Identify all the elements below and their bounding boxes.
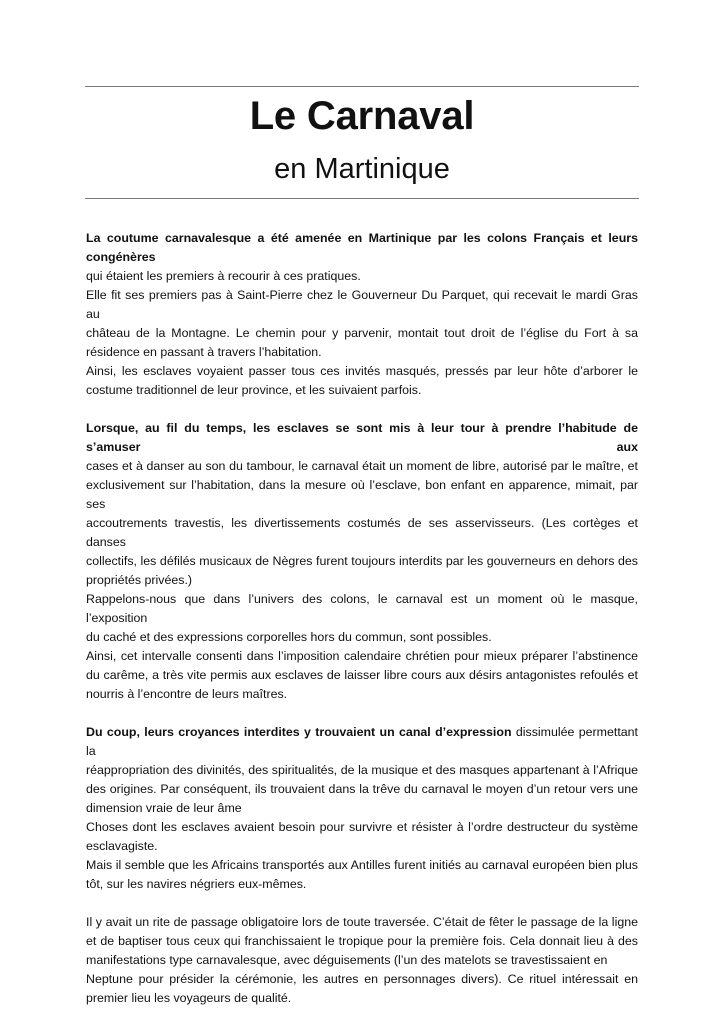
body-text: costume traditionnel de leur province, et les suivaient parfois. (86, 383, 422, 397)
text-line (86, 761, 638, 780)
text-line (86, 381, 638, 400)
text-line (86, 932, 638, 951)
header-rule-top (85, 86, 639, 87)
body-text: du carême, a très vite permis aux esclaves de laisser libre cours aux désirs antagonistes refoulés et (86, 668, 638, 682)
text-line (86, 647, 638, 666)
text-line (86, 799, 638, 818)
text-line (86, 590, 638, 628)
body-text: Ainsi, les esclaves voyaient passer tous ces invités masqués, pressés par leur hôte d’arborer le (86, 364, 638, 378)
body-text: Neptune pour présider la cérémonie, les autres en personnages divers). Ce rituel intéressait en (86, 972, 638, 986)
text-line (86, 286, 638, 324)
paragraph (86, 229, 638, 400)
text-line (86, 571, 638, 590)
body-text: du caché et des expressions corporelles hors du commun, sont possibles. (86, 630, 492, 644)
body-text: château de la Montagne. Le chemin pour y parvenir, montait tout droit de l’église du Fort à sa (86, 326, 638, 340)
bold-lead-text: La coutume carnavalesque a été amenée en Martinique par les colons Français et leurs congénères (86, 231, 638, 264)
body-text: accoutrements travestis, les divertissements costumés de ses asservisseurs. (Les cortèges et danses (86, 516, 638, 549)
text-line (86, 514, 638, 552)
text-line (86, 324, 638, 343)
body-text: premier lieu les voyageurs de qualité. (86, 991, 292, 1005)
text-line (86, 628, 638, 647)
text-line (86, 476, 638, 514)
body-text: esclavagiste. (86, 839, 158, 853)
text-line (86, 457, 638, 476)
body-text: Rappelons-nous que dans l’univers des colons, le carnaval est un moment où le masque, l’exposition (86, 592, 638, 625)
header-rule-bottom (85, 198, 639, 199)
body-text: des origines. Par conséquent, ils trouvaient dans la trêve du carnaval le moyen d’un retour vers une (86, 782, 638, 796)
text-line (86, 723, 638, 761)
body-text: réappropriation des divinités, des spiritualités, de la musique et des masques appartenant à l’Afrique (86, 763, 638, 777)
text-line (86, 856, 638, 875)
body-text: collectifs, les défilés musicaux de Nègres furent toujours interdits par les gouverneurs en dehors des (86, 554, 638, 568)
page-subtitle: en Martinique (274, 153, 450, 185)
body-text: cases et à danser au son du tambour, le carnaval était un moment de libre, autorisé par le maître, et (86, 459, 638, 473)
text-line (86, 970, 638, 989)
body-text: manifestations type carnavalesque, avec déguisements (l’un des matelots se travestissaient en (86, 953, 608, 967)
paragraph (86, 723, 638, 894)
body-text: tôt, sur les navires négriers eux-mêmes. (86, 877, 307, 891)
text-line (86, 666, 638, 685)
body-text: résidence en passant à travers l’habitation. (86, 345, 322, 359)
text-line (86, 875, 638, 894)
body-text: qui étaient les premiers à recourir à ces pratiques. (86, 269, 361, 283)
body-text: dimension vraie de leur âme (86, 801, 242, 815)
text-line (86, 685, 638, 704)
body-text: nourris à l’encontre de leurs maîtres. (86, 687, 288, 701)
text-line (86, 989, 638, 1008)
body-text: Mais il semble que les Africains transportés aux Antilles furent initiés au carnaval européen bien plus (86, 858, 638, 872)
article-body (86, 229, 638, 1027)
text-line (86, 951, 638, 970)
text-line (86, 343, 638, 362)
bold-lead-text: Du coup, leurs croyances interdites y trouvaient un canal d’expression (86, 725, 512, 739)
bold-lead-text: Lorsque, au fil du temps, les esclaves se sont mis à leur tour à prendre l’habitude de s’amuser aux (86, 421, 638, 454)
paragraph (86, 913, 638, 1008)
body-text: dissimulée permettant la (86, 725, 638, 758)
body-text: Choses dont les esclaves avaient besoin pour survivre et résister à l’ordre destructeur du système (86, 820, 638, 834)
text-line (86, 818, 638, 837)
text-line (86, 267, 638, 286)
text-line (86, 780, 638, 799)
text-line (86, 229, 638, 267)
body-text: Ainsi, cet intervalle consenti dans l’imposition calendaire chrétien pour mieux préparer l’abstinence (86, 649, 638, 663)
page-title: Le Carnaval (249, 94, 475, 138)
paragraph (86, 419, 638, 704)
text-line (86, 913, 638, 932)
body-text: exclusivement sur l’habitation, dans la mesure où l’esclave, bon enfant en apparence, mimait, par ses (86, 478, 638, 511)
text-line (86, 552, 638, 571)
body-text: Il y avait un rite de passage obligatoire lors de toute traversée. C’était de fêter le passage de la ligne (86, 915, 638, 929)
text-line (86, 362, 638, 381)
body-text: Elle fit ses premiers pas à Saint-Pierre chez le Gouverneur Du Parquet, qui recevait le mardi Gras au (86, 288, 638, 321)
body-text: et de baptiser tous ceux qui franchissaient le tropique pour la première fois. Cela donnait lieu à des (86, 934, 638, 948)
body-text: propriétés privées.) (86, 573, 193, 587)
text-line (86, 419, 638, 457)
text-line (86, 837, 638, 856)
